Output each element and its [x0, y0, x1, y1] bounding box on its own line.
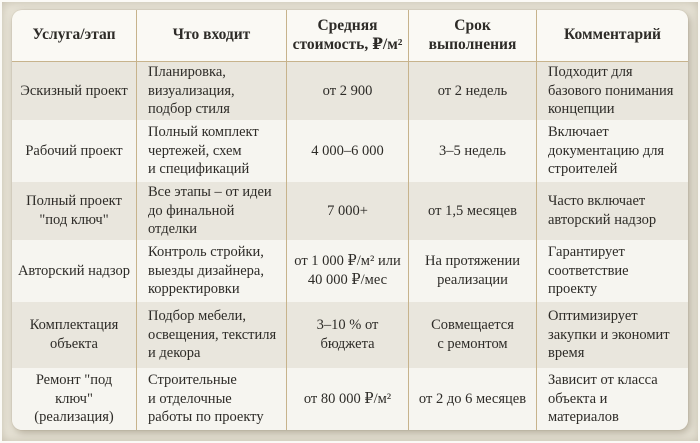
cell-term: На протяжении реализации — [409, 240, 537, 302]
cell-service: Комплектация объекта — [12, 302, 137, 368]
column-header-comment: Комментарий — [537, 10, 688, 62]
cell-price: 3–10 % от бюджета — [287, 302, 409, 368]
column-header-price: Средняя стоимость, ₽/м² — [287, 10, 409, 62]
cell-service: Полный проект "под ключ" — [12, 182, 137, 240]
cell-service: Авторский надзор — [12, 240, 137, 302]
cell-term: 3–5 недель — [409, 120, 537, 182]
cell-comment: Оптимизирует закупки и экономит время — [537, 302, 688, 368]
cell-includes: Полный комплект чертежей, схем и спецификаций — [137, 120, 287, 182]
cell-includes: Планировка, визуализация, подбор стиля — [137, 62, 287, 120]
cell-comment: Гарантирует соответствие проекту — [537, 240, 688, 302]
cell-comment: Часто включает авторский надзор — [537, 182, 688, 240]
cell-comment: Подходит для базового понимания концепции — [537, 62, 688, 120]
cell-term: Совмещается с ремонтом — [409, 302, 537, 368]
cell-includes: Контроль стройки, выезды дизайнера, корректировки — [137, 240, 287, 302]
cell-comment: Включает документацию для строителей — [537, 120, 688, 182]
cell-price: 4 000–6 000 — [287, 120, 409, 182]
cell-service: Рабочий проект — [12, 120, 137, 182]
cell-includes: Все этапы – от идеи до финальной отделки — [137, 182, 287, 240]
cell-price: от 2 900 — [287, 62, 409, 120]
cell-service: Эскизный проект — [12, 62, 137, 120]
cell-price: 7 000+ — [287, 182, 409, 240]
column-header-term: Срок выполнения — [409, 10, 537, 62]
cell-includes: Строительные и отделочные работы по проекту — [137, 368, 287, 430]
cell-price: от 80 000 ₽/м² — [287, 368, 409, 430]
cell-term: от 2 недель — [409, 62, 537, 120]
column-header-service: Услуга/этап — [12, 10, 137, 62]
cell-term: от 1,5 месяцев — [409, 182, 537, 240]
column-header-includes: Что входит — [137, 10, 287, 62]
pricing-table — [12, 10, 688, 430]
cell-comment: Зависит от класса объекта и материалов — [537, 368, 688, 430]
cell-includes: Подбор мебели, освещения, текстиля и декора — [137, 302, 287, 368]
cell-price: от 1 000 ₽/м² или 40 000 ₽/мес — [287, 240, 409, 302]
cell-term: от 2 до 6 месяцев — [409, 368, 537, 430]
cell-service: Ремонт "под ключ" (реализация) — [12, 368, 137, 430]
